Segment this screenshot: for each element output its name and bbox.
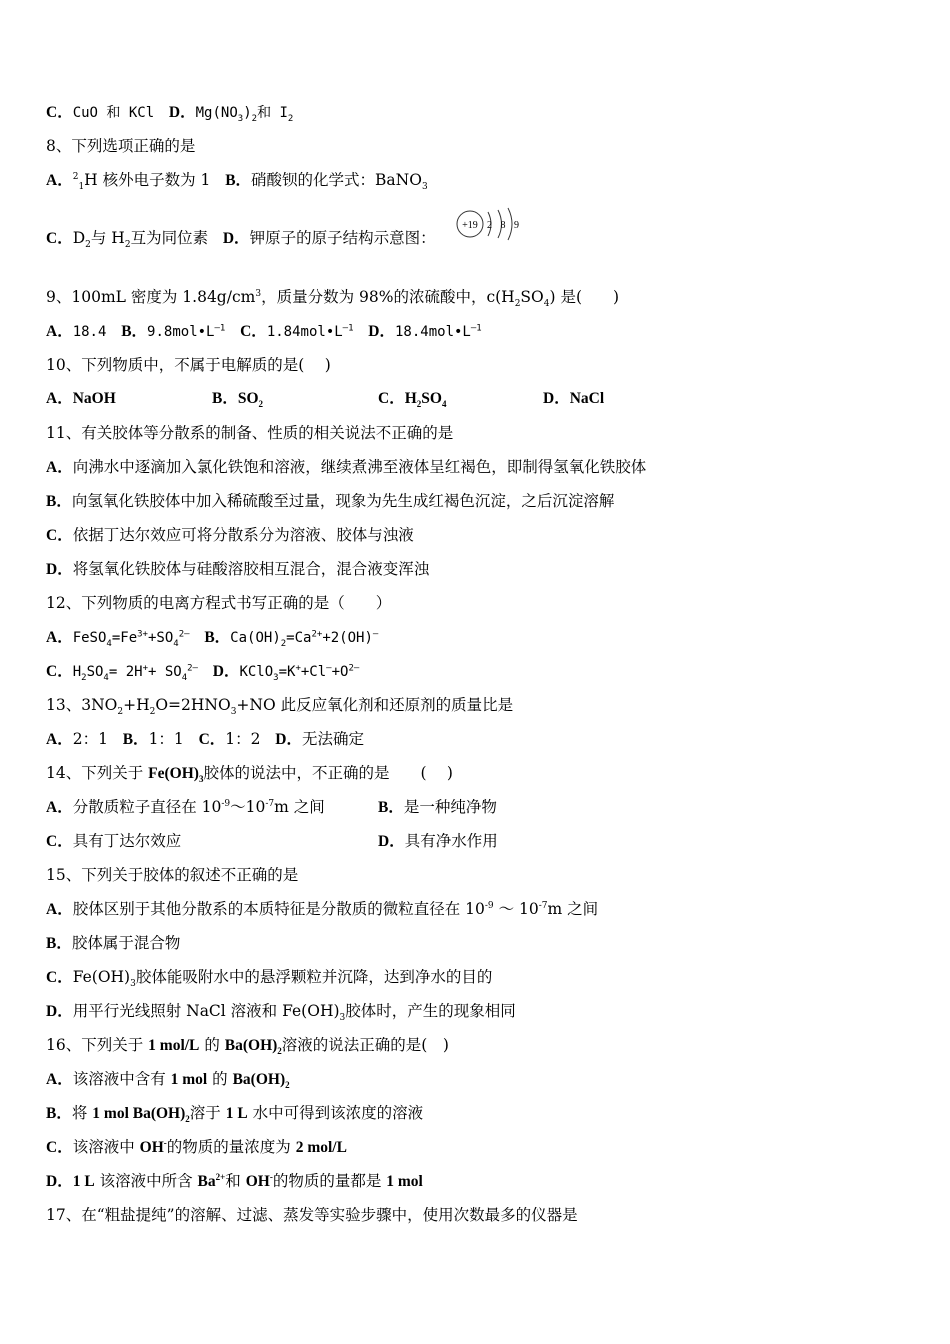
q17-stem: 17、在“粗盐提纯”的溶解、过滤、蒸发等实验步骤中，使用次数最多的仪器是 (46, 1206, 578, 1224)
q16-option-b: B．将 1 mol $Ba(OH)_2$溶于 1 L 水中可得到该浓度的溶液 (46, 1104, 424, 1125)
q13-option-a-text: 2：1 (72, 730, 108, 748)
q9-option-c-text: $1.84mol•L^{—1}$ (266, 323, 354, 340)
potassium-atom-structure-diagram (452, 206, 522, 246)
q10-option-c: C．$H_2SO_4$ (378, 390, 447, 410)
q10-option-b: B．$SO_2$ (212, 390, 264, 410)
q8-stem: 8、下列选项正确的是 (46, 137, 196, 155)
q12-option-b-text: $Ca(OH)_2=Ca^{2+}+2(OH)^—$ (230, 629, 379, 649)
q12-option-c-label: C． (46, 663, 73, 680)
q9-option-b-text: $9.8mol•L^{—1}$ (147, 323, 226, 340)
q9-option-a-label: A． (46, 323, 73, 340)
q14-stem: 14、下列关于 $Fe(OH)_3$胶体的说法中，不正确的是 ( ) (46, 764, 453, 785)
q9-option-d-label: D． (368, 323, 395, 340)
q15-option-c: C．$Fe(OH)_3$胶体能吸附水中的悬浮颗粒并沉降，达到净水的目的 (46, 968, 493, 990)
q8-option-b-label: B． (225, 172, 252, 189)
q9-options (46, 321, 482, 342)
nucleus-charge: +19 (462, 220, 478, 231)
q12-option-d-label: D． (212, 663, 240, 680)
q8-option-a-text: $^2_1$H 核外电子数为 1 (72, 171, 211, 193)
q9-stem: 9、100mL 密度为 $1.84g/cm^3$，质量分数为 98%的浓硫酸中，$c(H_2SO_4)$ 是( ) (46, 288, 620, 310)
q9-option-d-text: $18.4mol•L^{—1}$ (395, 323, 482, 340)
q9-option-a-text: 18.4 (72, 324, 107, 340)
q13-option-d-text: 无法确定 (302, 730, 365, 748)
q8-option-c-label: C． (46, 230, 73, 247)
q8-options-ab (46, 170, 428, 191)
q13-option-d-label: D． (275, 731, 302, 748)
q16-option-d: D．1 L 该溶液中所含 $Ba^{2+}$和 OH-的物质的量都是 1 mol (46, 1171, 423, 1190)
q8-option-a-label: A． (46, 172, 73, 189)
q16-stem: 16、下列关于 1 mol/L 的 $Ba(OH)_2$溶液的说法正确的是( ) (46, 1036, 449, 1057)
q12-options-ab (46, 627, 378, 648)
q13-option-b-text: 1：1 (148, 730, 184, 748)
q7-option-d-text: $Mg(NO_3)_2$和 $I_2$ (195, 105, 294, 124)
q12-options-cd (46, 661, 359, 682)
q8-option-d-text: 钾原子的原子结构示意图： (249, 229, 436, 247)
q14-option-a: A．分散质粒子直径在 $10^{-9}\sim 10^{-7}m$ 之间 (46, 798, 325, 816)
q9-option-b-label: B． (121, 323, 148, 340)
q16-option-a: A．该溶液中含有 1 mol 的 $Ba(OH)_2$ (46, 1070, 290, 1091)
q8-option-b-text: 硝酸钡的化学式：BaNO$_3$ (251, 171, 428, 193)
q11-option-d: D．将氢氧化铁胶体与硅酸溶胶相互混合，混合液变浑浊 (46, 560, 430, 578)
q9-option-c-label: C． (240, 323, 267, 340)
q15-option-d: D．用平行光线照射 NaCl 溶液和 $Fe(OH)_3$胶体时，产生的现象相同 (46, 1002, 516, 1024)
q15-option-a: A．胶体区别于其他分散系的本质特征是分散质的微粒直径在 $10^{-9}$ ～ $10^{-7}m$ 之间 (46, 900, 599, 918)
q12-option-a-label: A． (46, 629, 73, 646)
q10-option-a: A．NaOH (46, 390, 116, 407)
q7-options-cd (46, 102, 293, 123)
q8-option-d-label: D． (222, 230, 250, 247)
q7-option-c-label: C． (46, 104, 73, 121)
q12-option-b-label: B． (204, 629, 231, 646)
q15-stem: 15、下列关于胶体的叙述不正确的是 (46, 866, 299, 884)
q8-option-c-text: $D_2$与 $H_2$互为同位素 (72, 229, 209, 251)
q10-stem: 10、下列物质中，不属于电解质的是( ) (46, 356, 331, 374)
q14-option-d: D．具有净水作用 (378, 832, 498, 850)
q13-stem: 13、$3NO_2+H_2O=2HNO_3+NO$ 此反应氧化剂和还原剂的质量比是 (46, 696, 514, 718)
q8-options-cd (46, 228, 436, 249)
q7-option-c-text: CuO 和 KCl (72, 105, 155, 121)
q14-option-b: B．是一种纯净物 (378, 798, 497, 816)
q12-option-a-text: $FeSO_4=Fe^{3+}+SO_4^{2—}$ (72, 629, 190, 649)
q13-options (46, 729, 364, 750)
q12-stem: 12、下列物质的电离方程式书写正确的是（ ） (46, 594, 392, 612)
q11-option-a: A．向沸水中逐滴加入氯化铁饱和溶液，继续煮沸至液体呈红褐色，即制得氢氧化铁胶体 (46, 458, 647, 476)
q13-option-a-label: A． (46, 731, 73, 748)
q12-option-d-text: $KClO_3=K^++Cl^—+O^{2—}$ (239, 663, 360, 683)
q16-option-c: C．该溶液中 OH-的物质的量浓度为 2 mol/L (46, 1137, 347, 1156)
q11-stem: 11、有关胶体等分散系的制备、性质的相关说法不正确的是 (46, 424, 454, 442)
electron-counts: 2 8 9 (487, 220, 522, 231)
q13-option-b-label: B． (122, 731, 149, 748)
q10-option-d: D．NaCl (543, 390, 605, 407)
q14-option-c: C．具有丁达尔效应 (46, 832, 182, 850)
q15-option-b: B．胶体属于混合物 (46, 934, 181, 952)
q13-option-c-label: C． (198, 731, 226, 748)
q7-option-d-label: D． (168, 104, 196, 121)
q13-option-c-text: 1：2 (225, 730, 261, 748)
q12-option-c-text: $H_2SO_4= 2H^++ SO_4^{2—}$ (72, 663, 198, 683)
q11-option-b: B．向氢氧化铁胶体中加入稀硫酸至过量，现象为先生成红褐色沉淀，之后沉淀溶解 (46, 492, 615, 510)
q11-option-c: C．依据丁达尔效应可将分散系分为溶液、胶体与浊液 (46, 526, 414, 544)
